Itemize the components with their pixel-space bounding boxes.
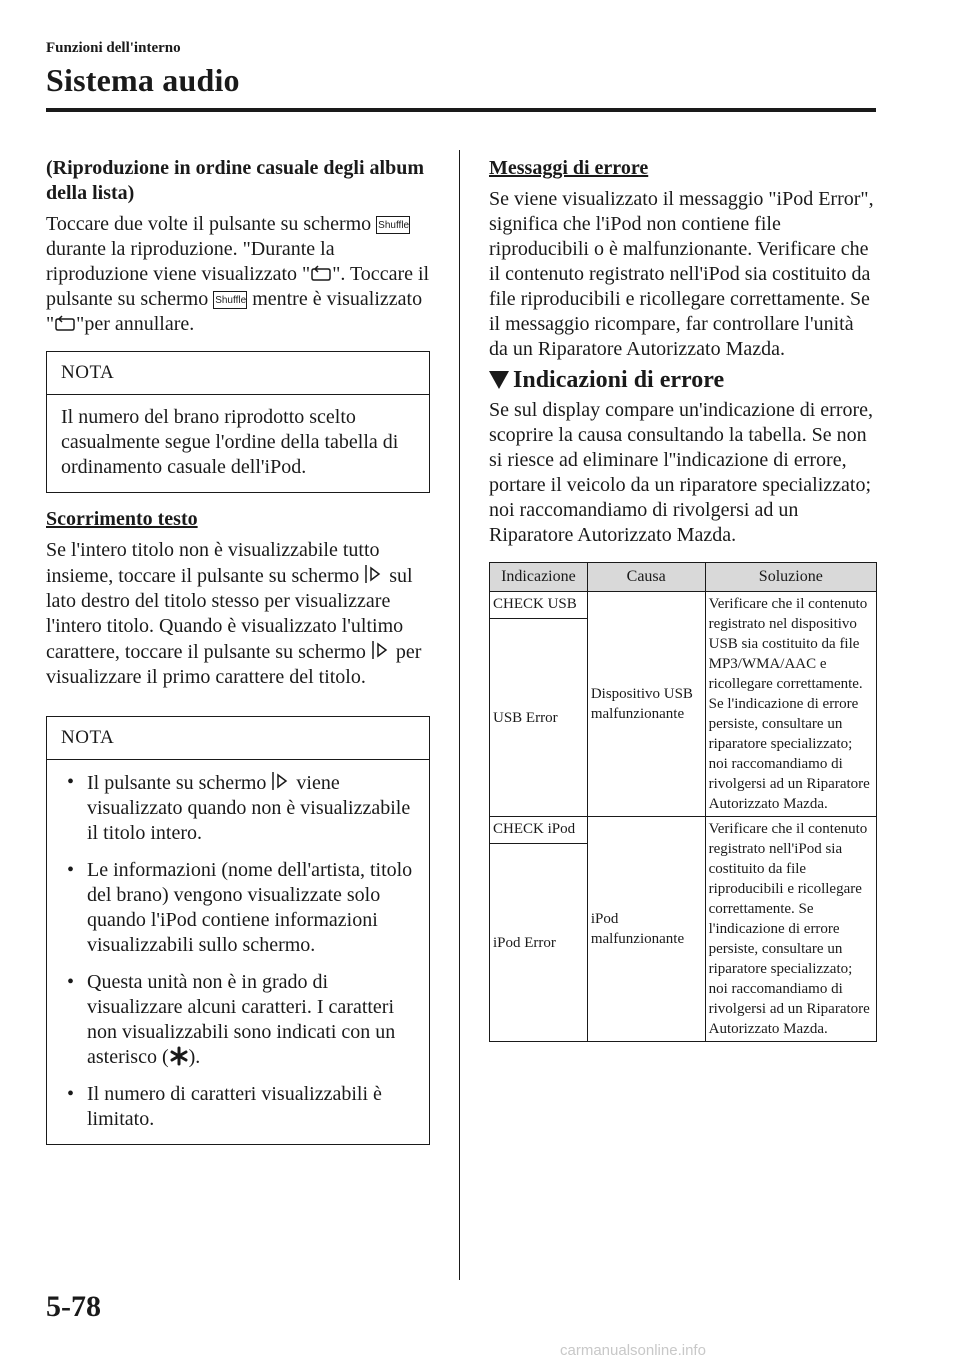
asterisk-icon: [169, 1046, 189, 1066]
nota-item: • Il numero di caratteri visualizzabili è limitato.: [61, 1082, 415, 1132]
section-label: Funzioni dell'interno: [46, 40, 181, 56]
random-paragraph: Toccare due volte il pulsante su schermo Shuffle durante la riproduzione. "Durante la riproduzione viene visualizzato " ". Toccare il pulsante su schermo Shuffle mentre è visualizzato " "per annullare.: [46, 213, 430, 335]
watermark: carmanualsonline.info: [560, 1342, 706, 1359]
error-indications-heading: Indicazioni di errore: [489, 366, 877, 394]
table-header-cell: Indicazione: [490, 563, 588, 592]
scroll-right-icon: [371, 639, 391, 661]
nota-body: [47, 760, 429, 1144]
random-heading: (Riproduzione in ordine casuale degli album della lista): [46, 157, 425, 204]
nota-title: NOTA: [47, 717, 429, 760]
table-cell-solution: Verificare che il contenuto registrato nel dispositivo USB sia costituito da file MP3/WMA/AAC e ricollegare correttamente. Se l'indicazione di errore persiste, consultare un riparatore specializzato; noi raccomandiamo di rivolgersi ad un Riparatore Autorizzato Mazda.: [705, 592, 876, 817]
nota-list: [61, 770, 415, 1132]
scroll-paragraph: Se l'intero titolo non è visualizzabile tutto insieme, toccare il pulsante su schermo sul lato destro del titolo stesso per visualizzare l'intero titolo. Quando è visualizzato l'ultimo carattere, toccare il pulsante su schermo per visualizzare il primo carattere del titolo.: [46, 539, 422, 688]
error-messages-heading: Messaggi di errore: [489, 157, 649, 179]
table-cell-cause: Dispositivo USB malfunzionante: [587, 592, 705, 817]
nota-item: • Le informazioni (nome dell'artista, titolo del brano) vengono visualizzate solo quando l'iPod contiene informazioni visualizzabili sullo schermo.: [61, 858, 415, 958]
title-rule: [46, 108, 876, 112]
nota-text: Il numero del brano riprodotto scelto casualmente segue l'ordine della tabella di ordinamento casuale dell'iPod.: [61, 406, 399, 478]
error-indications-paragraph: Se sul display compare un'indicazione di errore, scoprire la causa consultando la tabella. Se non si riesce ad eliminare l''indicazione di errore, portare il veicolo da un riparatore specializzato; noi raccomandiamo di rivolgersi ad un Riparatore Autorizzato Mazda.: [489, 399, 874, 546]
table-row: [490, 817, 877, 844]
nota-box-random: [46, 351, 430, 493]
nota-title: NOTA: [47, 352, 429, 395]
right-column: [489, 156, 877, 1042]
table-cell-indication: USB Error: [490, 619, 588, 817]
left-column: [46, 156, 430, 1159]
table-header-cell: Soluzione: [705, 563, 876, 592]
table-cell-indication: CHECK USB: [490, 592, 588, 619]
shuffle-icon: Shuffle: [213, 291, 247, 309]
table-header-cell: Causa: [587, 563, 705, 592]
table-header-row: [490, 563, 877, 592]
error-messages-paragraph: Se viene visualizzato il messaggio "iPod Error", significa che l'iPod non contiene file riproducibili o è malfunzionante. Verificare che il contenuto registrato nell'iPod sia costituito da file riproducibili e ricollegare correttamente. Se il messaggio ricompare, far controllare l'unità da un Riparatore Autorizzato Mazda.: [489, 188, 874, 360]
table-cell-solution: Verificare che il contenuto registrato nell'iPod sia costituito da file riproducibili e ricollegare correttamente. Se l'indicazione di errore persiste, consultare un riparatore specializzato; noi raccomandiamo di rivolgersi ad un Riparatore Autorizzato Mazda.: [705, 817, 876, 1042]
table-cell-indication: CHECK iPod: [490, 817, 588, 844]
nota-item: • Questa unità non è in grado di visualizzare alcuni caratteri. I caratteri non visualizzabili sono indicati con un asterisco ( ).: [61, 970, 415, 1070]
repeat-icon: [310, 264, 332, 282]
table-cell-indication: iPod Error: [490, 844, 588, 1042]
table-cell-cause: iPod malfunzionante: [587, 817, 705, 1042]
scroll-right-icon: [364, 563, 384, 585]
shuffle-icon: Shuffle: [376, 216, 410, 234]
column-divider: [459, 150, 460, 1280]
nota-item: • Il pulsante su schermo viene visualizzato quando non è visualizzabile il titolo intero.: [61, 770, 415, 846]
nota-box-scroll: [46, 716, 430, 1145]
error-table: [489, 562, 877, 1042]
table-row: [490, 592, 877, 619]
page-number: 5-78: [46, 1290, 101, 1323]
page-title: Sistema audio: [46, 62, 240, 98]
scroll-right-icon: [271, 770, 291, 792]
scroll-heading: Scorrimento testo: [46, 508, 198, 530]
repeat-icon: [54, 314, 76, 332]
triangle-down-icon: [489, 371, 509, 389]
